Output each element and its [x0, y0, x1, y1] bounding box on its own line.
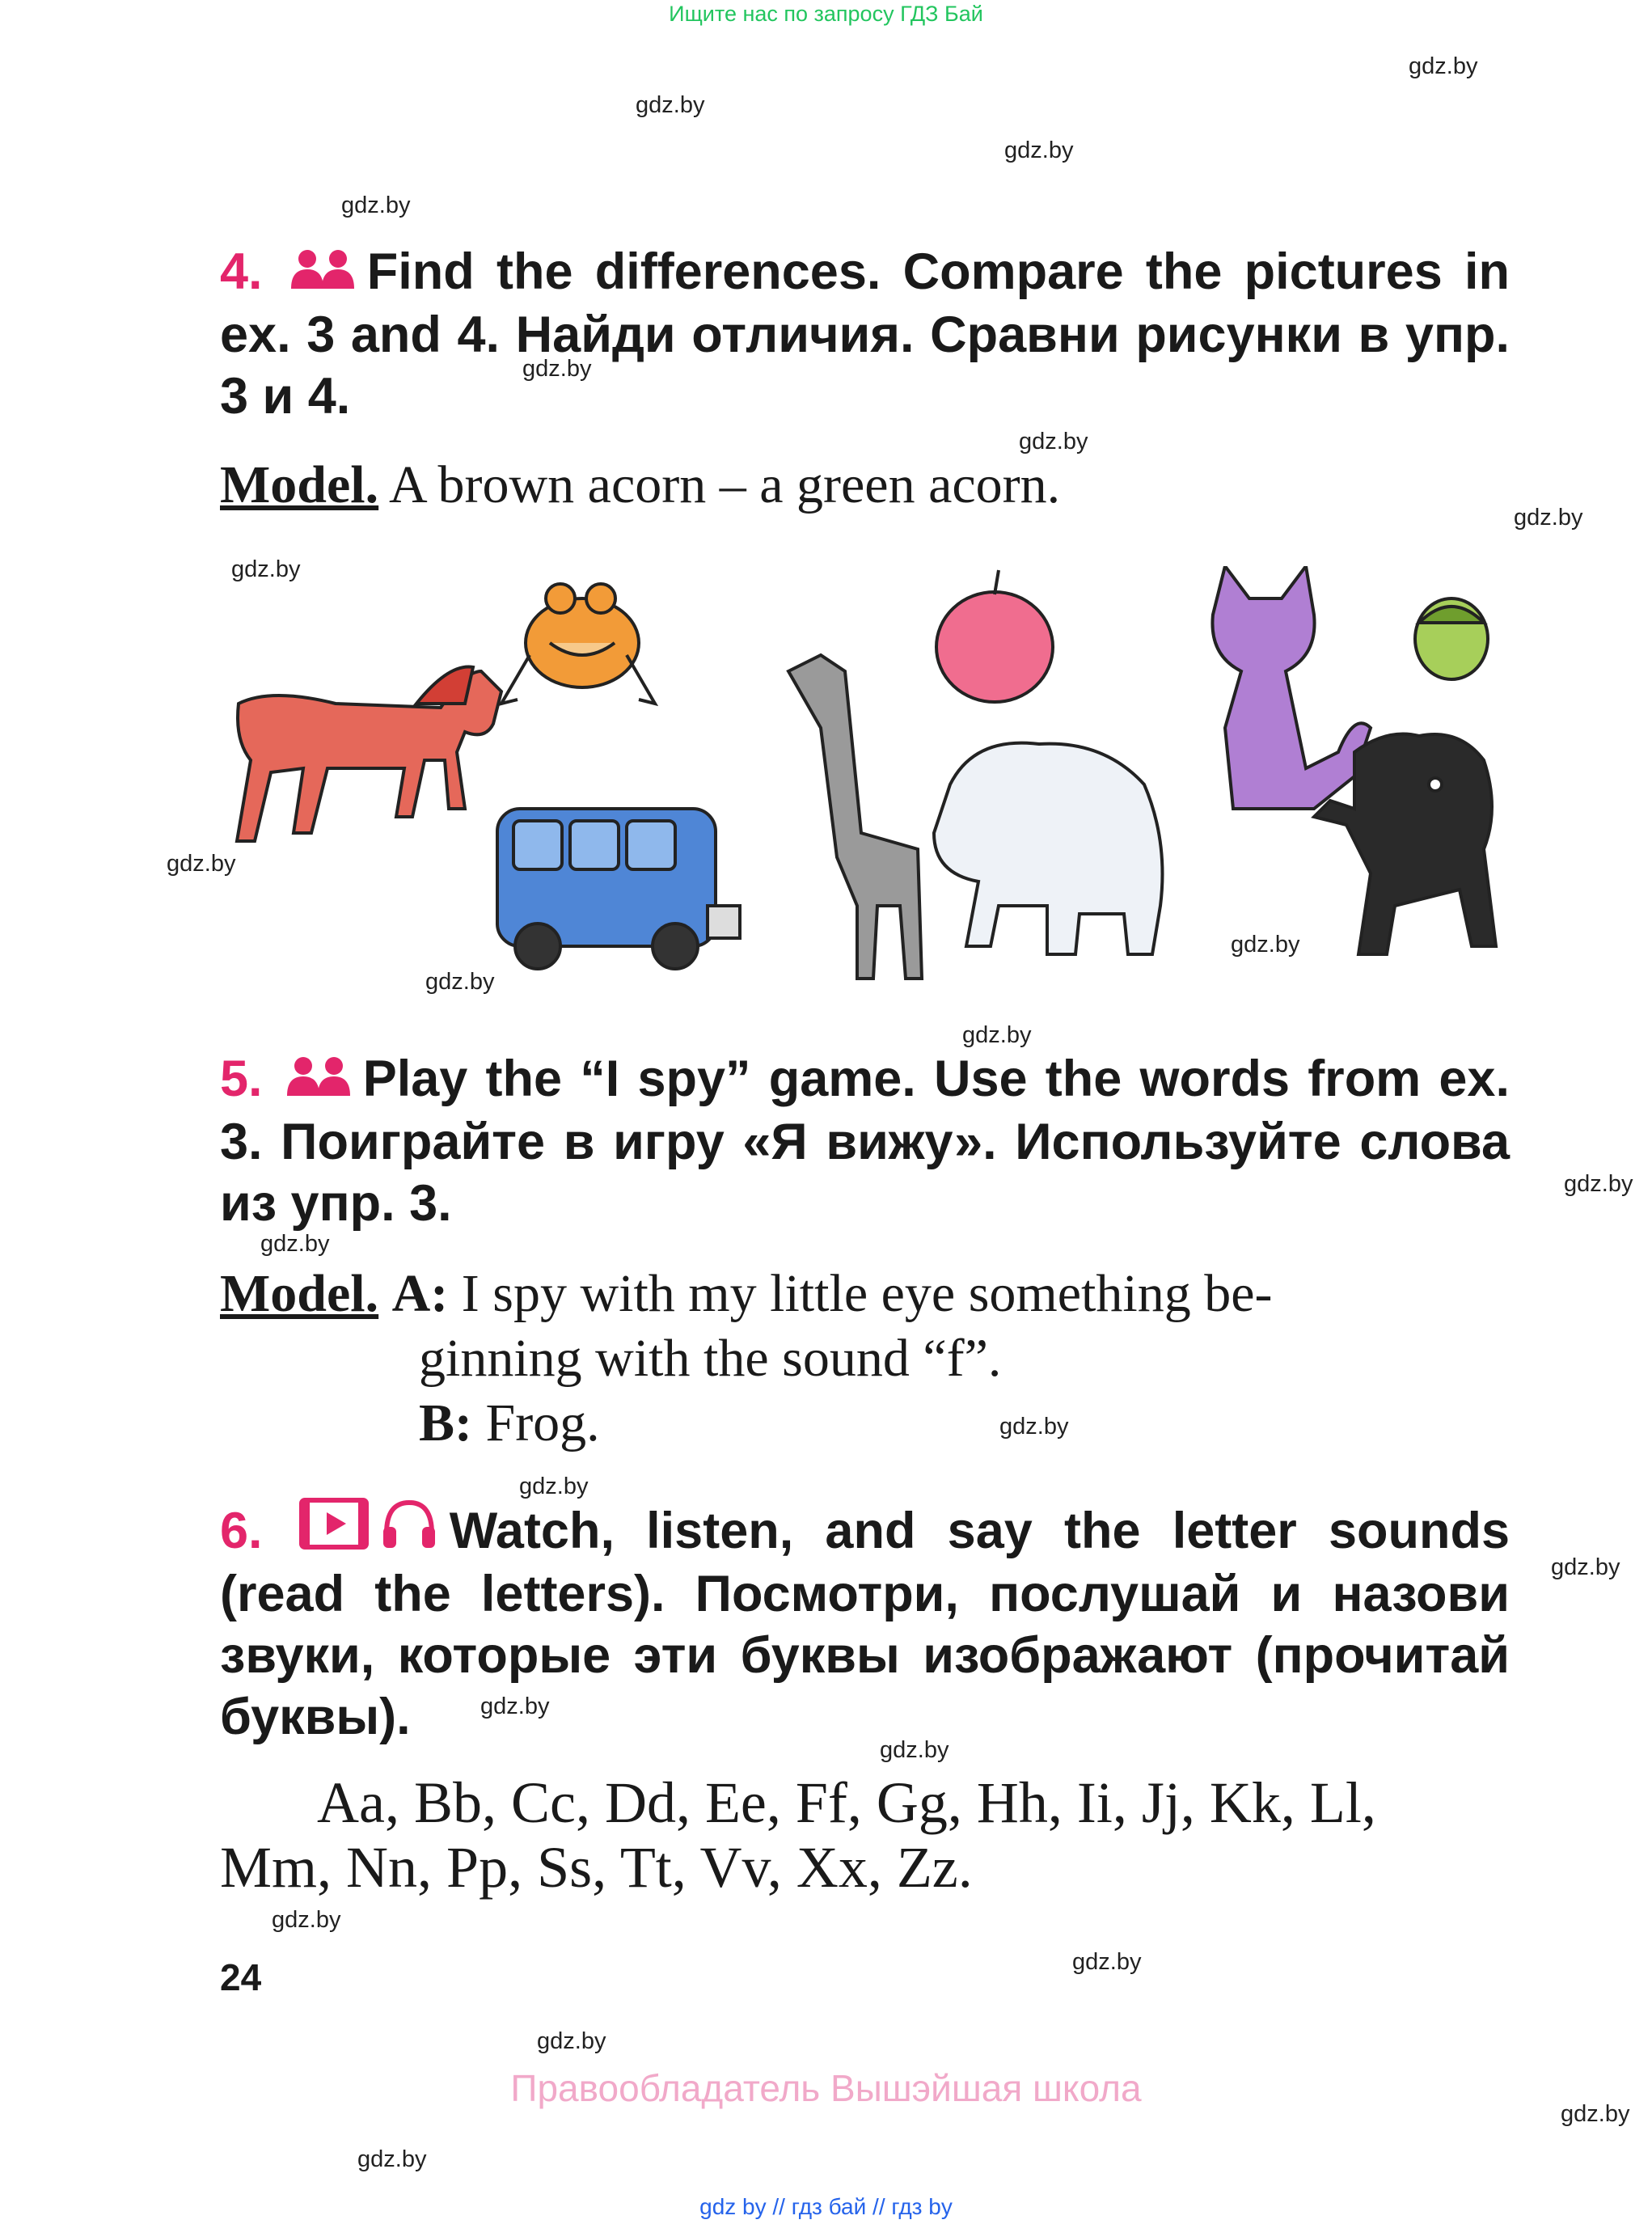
- exercise-5-instruction: Play the “I spy” game. Use the words from ex. 3. Поиграйте в игру «Я вижу». Используйте слова из упр. 3.: [220, 1051, 1510, 1232]
- watermark: gdz.by: [167, 851, 236, 877]
- giraffe-illustration: [788, 655, 922, 979]
- exercise-6-instruction: Watch, listen, and say the letter sounds (read the letters). Посмотри, послушай и назови звуки, которые эти буквы изображают (прочитай буквы).: [220, 1503, 1510, 1745]
- watermark: gdz.by: [962, 1022, 1032, 1048]
- elephant-illustration: [934, 743, 1163, 954]
- exercise-number: 5.: [220, 1051, 263, 1107]
- watermark: gdz.by: [231, 556, 301, 582]
- model-text: A brown acorn – a green acorn.: [378, 455, 1061, 514]
- watermark: gdz.by: [519, 1474, 589, 1499]
- letters-line-2: Mm, Nn, Pp, Ss, Tt, Vv, Xx, Zz.: [220, 1835, 973, 1900]
- video-icon: [299, 1498, 369, 1563]
- exercise-6-heading: [220, 1498, 1510, 1748]
- exercise-number: 4.: [220, 243, 263, 300]
- top-banner[interactable]: Ищите нас по запросу ГДЗ Бай: [669, 2, 983, 26]
- watermark: gdz.by: [522, 356, 592, 382]
- exercise-number: 6.: [220, 1503, 263, 1559]
- letters-line-1: Aa, Bb, Cc, Dd, Ee, Ff, Gg, Hh, Ii, Jj, Kk, Ll,: [317, 1770, 1376, 1835]
- cat-illustration: [1212, 566, 1371, 809]
- exercise-4-heading: [220, 241, 1510, 427]
- differences-illustration: [222, 566, 1516, 1003]
- watermark: gdz.by: [1072, 1949, 1142, 1975]
- watermark: gdz.by: [537, 2028, 606, 2054]
- frog-illustration: [501, 584, 655, 704]
- watermark: gdz.by: [272, 1907, 341, 1933]
- speaker-a-text-2: ginning with the sound “f”.: [419, 1329, 1002, 1388]
- watermark: gdz.by: [1564, 1171, 1633, 1197]
- apple-illustration: [936, 570, 1053, 702]
- watermark: gdz.by: [1551, 1554, 1620, 1580]
- speaker-b-text: Frog.: [472, 1393, 600, 1452]
- watermark: gdz.by: [1019, 429, 1088, 455]
- watermark: gdz.by: [341, 192, 411, 218]
- speaker-a-text-1: I spy with my little eye something be-: [448, 1264, 1273, 1323]
- speaker-b-label: B:: [419, 1393, 472, 1452]
- exercise-4-instruction: Find the differences. Compare the pictures in ex. 3 and 4. Найди отличия. Сравни рисунки в упр. 3 и 4.: [220, 243, 1510, 425]
- watermark: gdz.by: [260, 1231, 330, 1257]
- bus-illustration: [497, 809, 740, 969]
- exercise-5-model-line-1: [220, 1262, 1272, 1326]
- watermark: gdz.by: [1561, 2101, 1630, 2127]
- watermark: gdz.by: [1231, 932, 1300, 958]
- watermark: gdz.by: [636, 92, 705, 118]
- exercise-4-model: [220, 453, 1060, 518]
- footer-links[interactable]: gdz by // гдз бай // гдз by: [699, 2194, 953, 2219]
- pair-work-icon: [285, 1050, 352, 1111]
- watermark: gdz.by: [1514, 505, 1583, 531]
- pair-work-icon: [289, 243, 356, 304]
- model-label: Model.: [220, 1264, 379, 1323]
- watermark: gdz.by: [480, 1693, 550, 1719]
- watermark: gdz.by: [425, 969, 495, 995]
- page-number: 24: [220, 1956, 262, 1998]
- watermark: gdz.by: [880, 1737, 949, 1763]
- horse-illustration: [237, 667, 501, 841]
- watermark: gdz.by: [1409, 53, 1478, 79]
- exercise-5-model-line-3: [419, 1391, 600, 1456]
- rights-holder: Правообладатель Вышэйшая школа: [510, 2067, 1142, 2109]
- model-label: Model.: [220, 455, 379, 514]
- acorn-illustration: [1415, 598, 1488, 679]
- speaker-a-label: A:: [391, 1264, 449, 1323]
- watermark: gdz.by: [357, 2146, 427, 2172]
- watermark: gdz.by: [1004, 137, 1074, 163]
- headphones-icon: [380, 1498, 438, 1563]
- watermark: gdz.by: [999, 1414, 1069, 1440]
- exercise-5-heading: [220, 1048, 1510, 1234]
